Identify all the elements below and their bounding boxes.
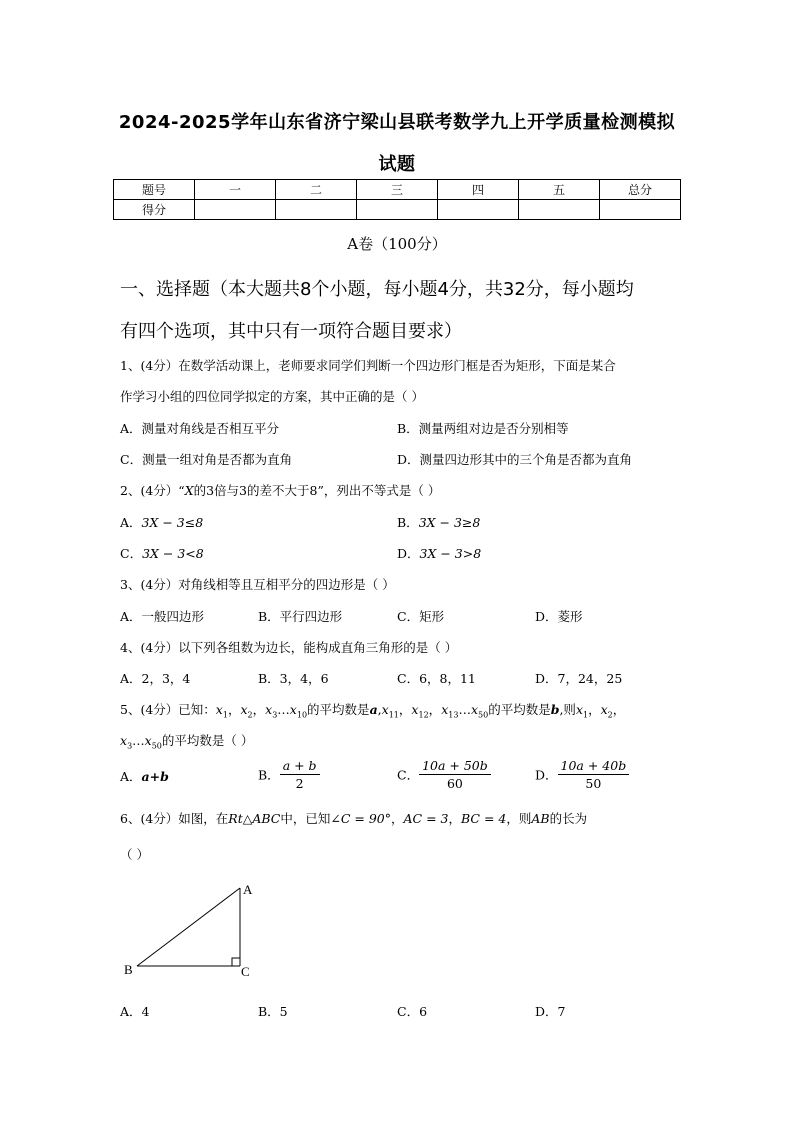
q6-option-c[interactable]: C．6	[397, 1004, 428, 1019]
score-input-total[interactable]	[600, 200, 681, 220]
vertex-c-label: C	[241, 964, 250, 979]
score-input-3[interactable]	[357, 200, 438, 220]
score-table	[113, 179, 681, 220]
q6-option-a[interactable]: A．4	[120, 1004, 150, 1019]
table-cell: 得分	[114, 200, 195, 220]
q1-option-a[interactable]: A．测量对角线是否相互平分	[120, 421, 280, 436]
score-input-4[interactable]	[438, 200, 519, 220]
q3-option-c[interactable]: C．矩形	[397, 609, 445, 624]
q6-stem: 6、(4分）如图，在Rt△ABC中，已知∠C = 90°，AC = 3，BC = 4，则AB的长为	[120, 811, 588, 826]
q4-option-a[interactable]: A．2，3，4	[120, 671, 191, 686]
q4-option-d[interactable]: D．7，24，25	[535, 671, 623, 686]
table-cell: 四	[438, 180, 519, 200]
table-row	[114, 180, 681, 200]
q3-option-a[interactable]: A．一般四边形	[120, 609, 205, 624]
q6-option-d[interactable]: D．7	[535, 1004, 566, 1019]
score-input-2[interactable]	[276, 200, 357, 220]
page-title: 2024-2025学年山东省济宁梁山县联考数学九上开学质量检测模拟	[118, 112, 676, 133]
table-cell: 三	[357, 180, 438, 200]
q2-option-c[interactable]: C．3X − 3<8	[120, 546, 204, 561]
q1-stem-line2: 作学习小组的四位同学拟定的方案，其中正确的是（ ）	[120, 389, 424, 404]
table-cell: 总分	[600, 180, 681, 200]
section-heading: 一、选择题（本大题共8个小题，每小题4分，共32分，每小题均	[120, 279, 634, 300]
q2-stem: 2、(4分）“X的3倍与3的差不大于8”，列出不等式是（ ）	[120, 483, 441, 498]
q3-stem: 3、(4分）对角线相等且互相平分的四边形是（ ）	[120, 577, 395, 592]
q5-option-d[interactable]: D． $\frac{10a + 40b}{50}$	[535, 757, 629, 792]
q5-stem-line2: $x_3\dots x_{50}$的平均数是（ ）	[120, 733, 254, 751]
q6-answer-bracket: （ ）	[120, 847, 149, 862]
vertex-b-label: B	[124, 962, 133, 977]
q5-stem: 5、(4分）已知：$x_1$，$x_2$，$x_3\dots x_{10}$的平均数是$a,x_{11}$，$x_{12}$，$x_{13}\dots x_{50}$的平均数是b,则$x_1$，$x_2$，	[120, 702, 626, 720]
q2-option-b[interactable]: B．3X − 3≥8	[397, 515, 481, 530]
table-cell: 五	[519, 180, 600, 200]
q4-option-b[interactable]: B．3，4，6	[258, 671, 329, 686]
triangle-figure	[115, 878, 265, 983]
q2-option-d[interactable]: D．3X − 3>8	[397, 546, 482, 561]
table-row	[114, 200, 681, 220]
q1-stem: 1、(4分）在数学活动课上，老师要求同学们判断一个四边形门框是否为矩形，下面是某合	[120, 358, 616, 373]
section-heading-line2: 有四个选项，其中只有一项符合题目要求）	[120, 321, 462, 342]
q5-option-b[interactable]: B． $\frac{a + b}{2}$	[258, 757, 320, 792]
q4-stem: 4、(4分）以下列各组数为边长，能构成直角三角形的是（ ）	[120, 640, 458, 655]
q3-option-b[interactable]: B．平行四边形	[258, 609, 343, 624]
page-title-line2: 试题	[378, 154, 416, 175]
q2-option-a[interactable]: A．3X − 3≤8	[120, 515, 204, 530]
vertex-a-label: A	[243, 882, 253, 897]
q1-option-b[interactable]: B．测量两组对边是否分别相等	[397, 421, 569, 436]
table-cell: 题号	[114, 180, 195, 200]
score-input-1[interactable]	[195, 200, 276, 220]
q1-option-c[interactable]: C．测量一组对角是否都为直角	[120, 452, 293, 467]
q3-option-d[interactable]: D．菱形	[535, 609, 583, 624]
q6-option-b[interactable]: B．5	[258, 1004, 288, 1019]
paper-part: A卷（100分）	[347, 235, 447, 253]
side-ab	[137, 888, 240, 966]
score-input-5[interactable]	[519, 200, 600, 220]
q5-option-c[interactable]: C． $\frac{10a + 50b}{60}$	[397, 757, 491, 792]
q4-option-c[interactable]: C．6，8，11	[397, 671, 476, 686]
q1-option-d[interactable]: D．测量四边形其中的三个角是否都为直角	[397, 452, 633, 467]
table-cell: 一	[195, 180, 276, 200]
right-angle-mark	[232, 958, 240, 966]
table-cell: 二	[276, 180, 357, 200]
q5-option-a[interactable]: A．a+b	[120, 769, 169, 784]
